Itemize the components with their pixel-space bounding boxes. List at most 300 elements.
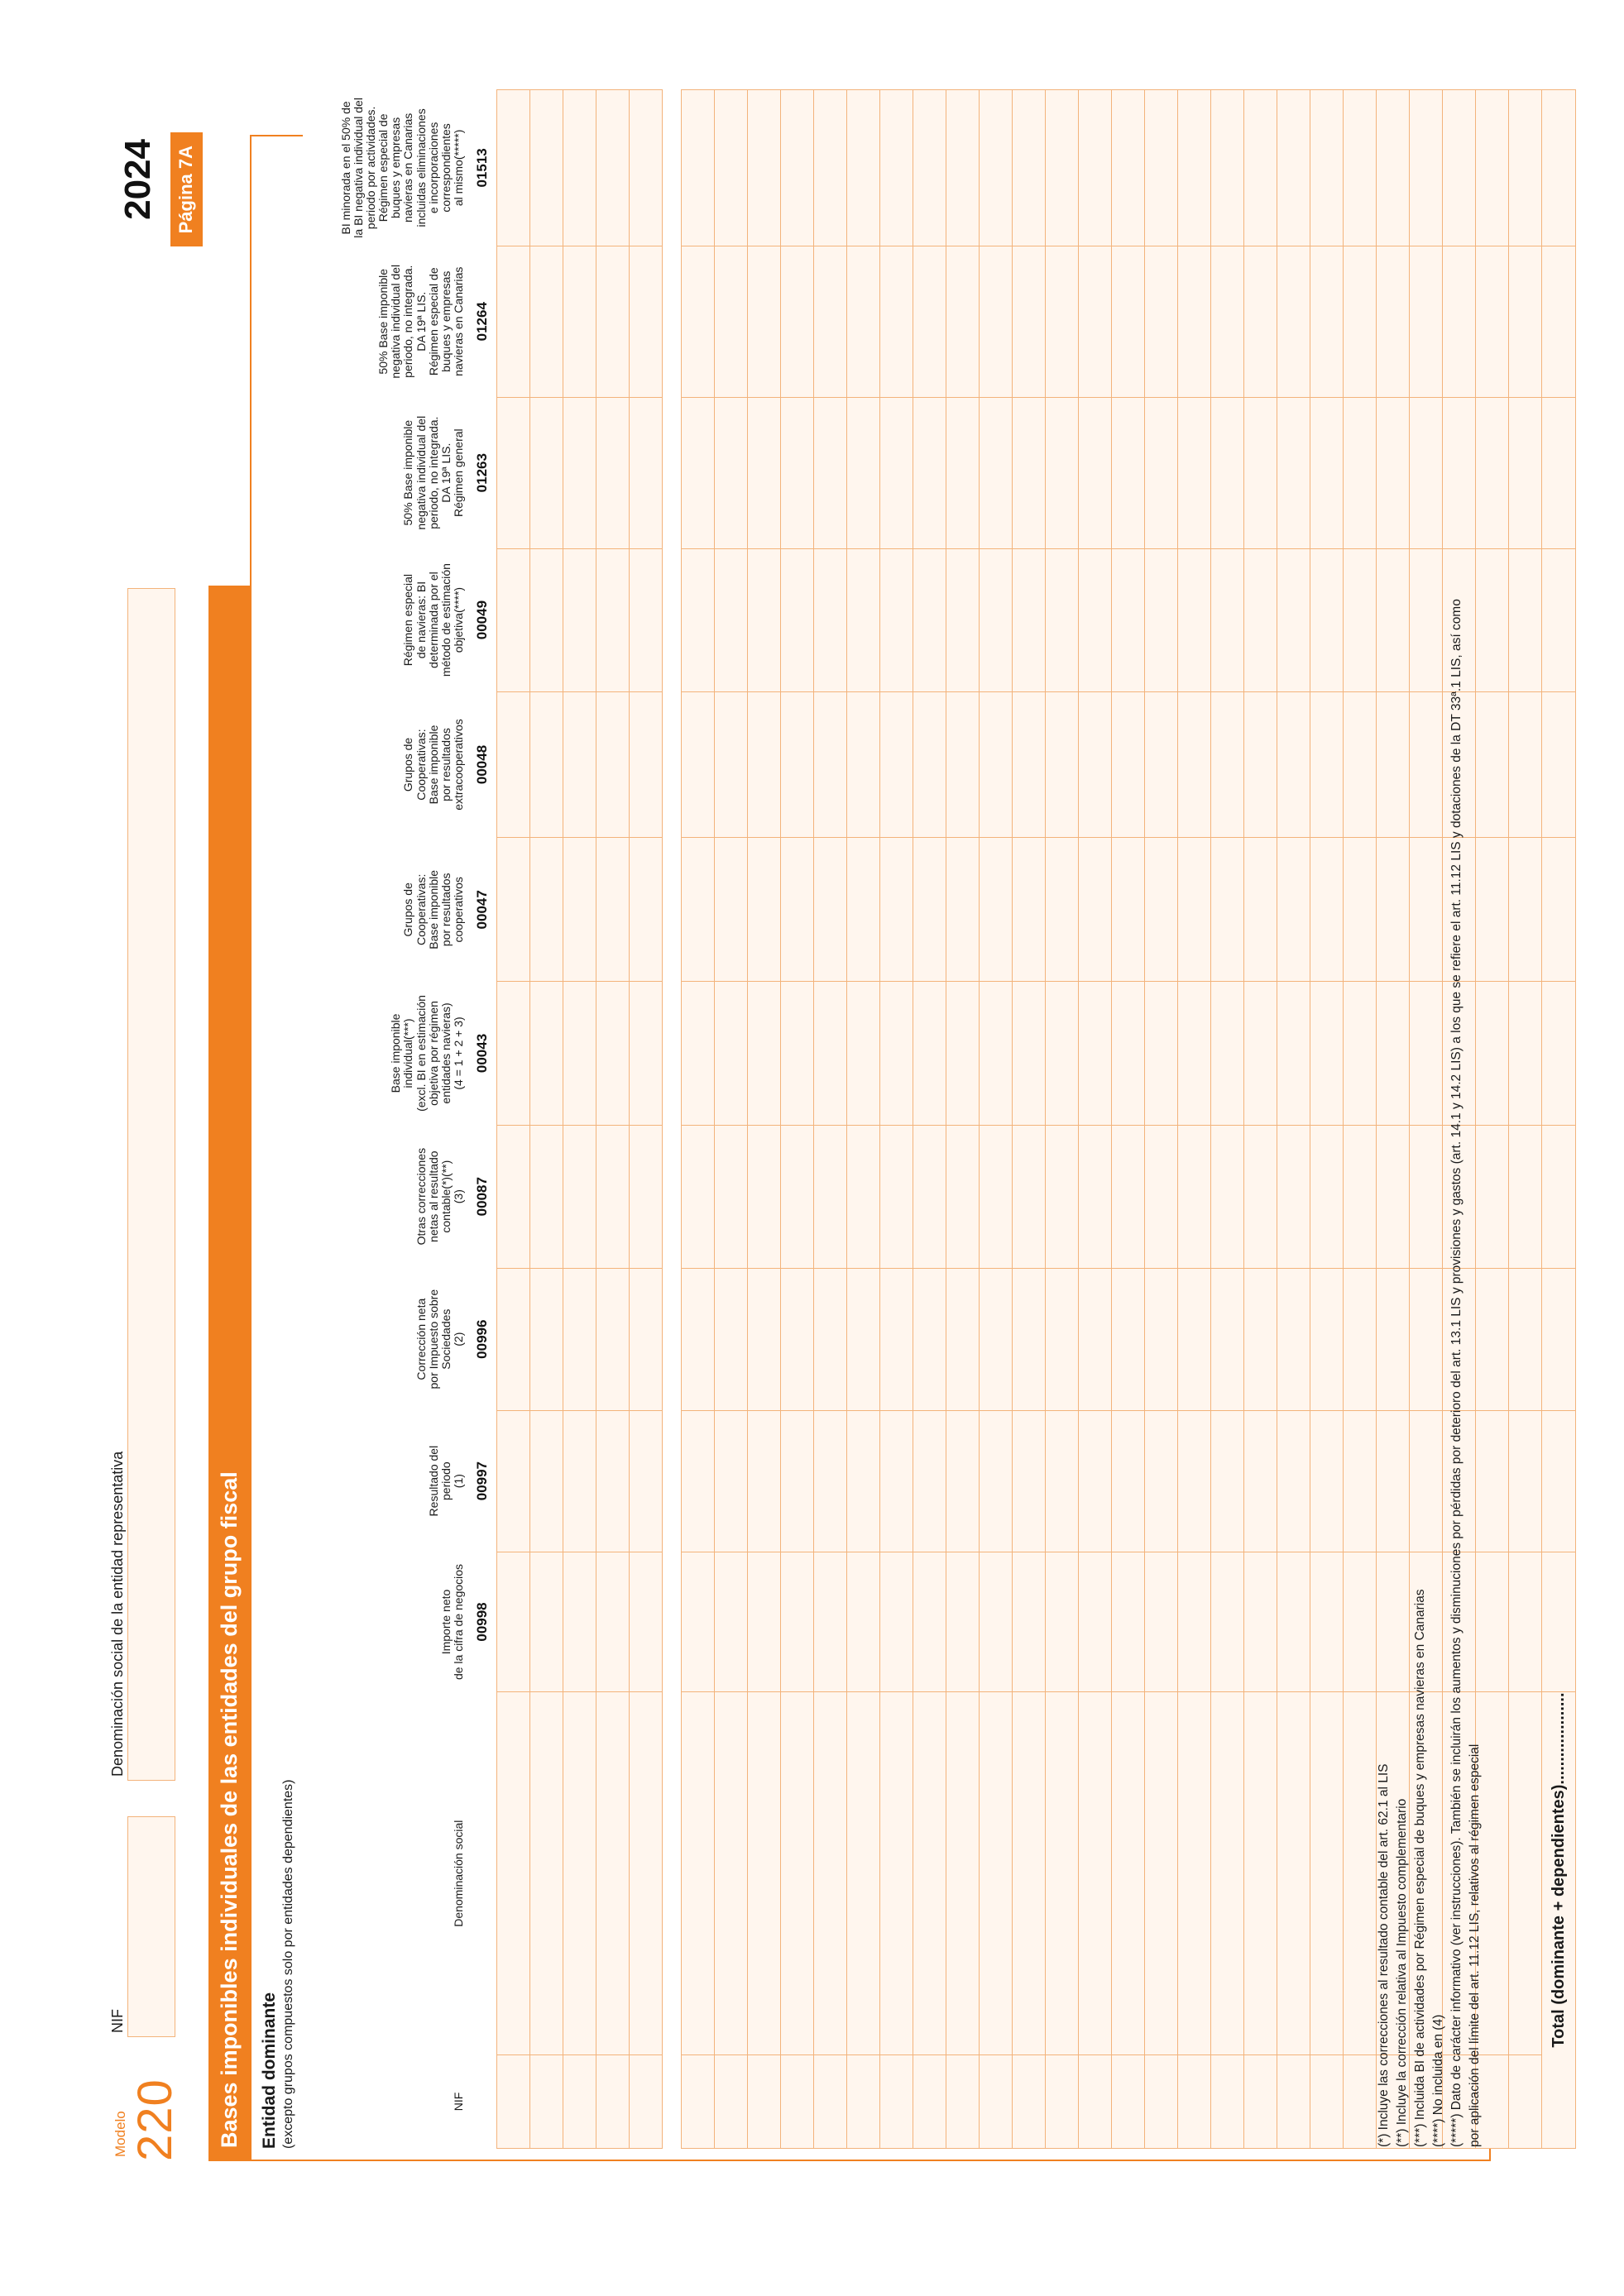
cell-nif[interactable]: [563, 2054, 596, 2148]
cell-bi_minorada[interactable]: [496, 90, 529, 246]
cell-bi_neg_canarias[interactable]: [913, 246, 946, 397]
cell-bi_neg_canarias[interactable]: [979, 246, 1012, 397]
cell-importe_neto[interactable]: [714, 1552, 747, 1692]
cell-base_individual[interactable]: [1210, 982, 1243, 1126]
cell-importe_neto[interactable]: [846, 1552, 879, 1692]
cell-coop_cooperativos[interactable]: [1045, 838, 1078, 982]
cell-resultado[interactable]: [529, 1410, 563, 1552]
cell-otras_correcciones[interactable]: [1210, 1125, 1243, 1268]
cell-correccion[interactable]: [813, 1268, 846, 1410]
cell-base_individual[interactable]: [747, 982, 780, 1126]
cell-nif[interactable]: [747, 2054, 780, 2148]
cell-importe_neto[interactable]: [1177, 1552, 1210, 1692]
cell-resultado[interactable]: [496, 1410, 529, 1552]
cell-bi_neg_general[interactable]: [1144, 397, 1177, 548]
cell-bi_neg_canarias[interactable]: [813, 246, 846, 397]
cell-bi_minorada[interactable]: [596, 90, 629, 246]
cell-resultado[interactable]: [1045, 1410, 1078, 1552]
cell-denominacion[interactable]: [1144, 1692, 1177, 2054]
cell-coop_extracooperativos[interactable]: [946, 691, 979, 838]
total-cell-bi_neg_canarias[interactable]: [1541, 246, 1575, 397]
cell-bi_neg_canarias[interactable]: [946, 246, 979, 397]
cell-regimen_navieras[interactable]: [496, 548, 529, 691]
cell-bi_neg_canarias[interactable]: [780, 246, 813, 397]
cell-coop_extracooperativos[interactable]: [913, 691, 946, 838]
cell-bi_neg_canarias[interactable]: [1111, 246, 1144, 397]
cell-nif[interactable]: [1210, 2054, 1243, 2148]
cell-regimen_navieras[interactable]: [1277, 548, 1310, 691]
cell-nif[interactable]: [681, 2054, 714, 2148]
cell-coop_extracooperativos[interactable]: [629, 691, 662, 838]
cell-bi_neg_general[interactable]: [1078, 397, 1111, 548]
cell-regimen_navieras[interactable]: [629, 548, 662, 691]
total-cell-importe_neto[interactable]: [1541, 1552, 1575, 1692]
cell-nif[interactable]: [1243, 2054, 1277, 2148]
cell-bi_minorada[interactable]: [780, 90, 813, 246]
cell-base_individual[interactable]: [1177, 982, 1210, 1126]
cell-bi_neg_canarias[interactable]: [1343, 246, 1376, 397]
cell-denominacion[interactable]: [529, 1692, 563, 2054]
cell-bi_minorada[interactable]: [1343, 90, 1376, 246]
cell-coop_extracooperativos[interactable]: [813, 691, 846, 838]
cell-coop_cooperativos[interactable]: [747, 838, 780, 982]
cell-correccion[interactable]: [496, 1268, 529, 1410]
cell-bi_neg_general[interactable]: [1111, 397, 1144, 548]
cell-bi_neg_canarias[interactable]: [1177, 246, 1210, 397]
cell-bi_neg_canarias[interactable]: [879, 246, 913, 397]
cell-bi_minorada[interactable]: [1111, 90, 1144, 246]
cell-otras_correcciones[interactable]: [1078, 1125, 1111, 1268]
cell-importe_neto[interactable]: [1508, 1552, 1541, 1692]
cell-base_individual[interactable]: [1144, 982, 1177, 1126]
cell-bi_neg_canarias[interactable]: [1210, 246, 1243, 397]
cell-coop_cooperativos[interactable]: [1144, 838, 1177, 982]
cell-bi_minorada[interactable]: [1277, 90, 1310, 246]
cell-base_individual[interactable]: [813, 982, 846, 1126]
cell-regimen_navieras[interactable]: [1243, 548, 1277, 691]
cell-coop_extracooperativos[interactable]: [1243, 691, 1277, 838]
cell-denominacion[interactable]: [813, 1692, 846, 2054]
cell-coop_extracooperativos[interactable]: [1045, 691, 1078, 838]
cell-bi_neg_general[interactable]: [714, 397, 747, 548]
cell-otras_correcciones[interactable]: [563, 1125, 596, 1268]
cell-nif[interactable]: [879, 2054, 913, 2148]
cell-coop_cooperativos[interactable]: [714, 838, 747, 982]
cell-nif[interactable]: [946, 2054, 979, 2148]
cell-base_individual[interactable]: [1277, 982, 1310, 1126]
cell-otras_correcciones[interactable]: [1310, 1125, 1343, 1268]
cell-base_individual[interactable]: [1310, 982, 1343, 1126]
cell-base_individual[interactable]: [1111, 982, 1144, 1126]
cell-nif[interactable]: [1343, 2054, 1376, 2148]
cell-correccion[interactable]: [1012, 1268, 1045, 1410]
denominacion-input[interactable]: [127, 588, 175, 1781]
cell-base_individual[interactable]: [979, 982, 1012, 1126]
cell-importe_neto[interactable]: [1243, 1552, 1277, 1692]
cell-importe_neto[interactable]: [1144, 1552, 1177, 1692]
cell-resultado[interactable]: [629, 1410, 662, 1552]
cell-correccion[interactable]: [946, 1268, 979, 1410]
cell-coop_extracooperativos[interactable]: [596, 691, 629, 838]
cell-correccion[interactable]: [1210, 1268, 1243, 1410]
cell-otras_correcciones[interactable]: [879, 1125, 913, 1268]
total-cell-otras_correcciones[interactable]: [1541, 1125, 1575, 1268]
cell-resultado[interactable]: [747, 1410, 780, 1552]
cell-importe_neto[interactable]: [879, 1552, 913, 1692]
cell-denominacion[interactable]: [1210, 1692, 1243, 2054]
cell-base_individual[interactable]: [1243, 982, 1277, 1126]
cell-denominacion[interactable]: [846, 1692, 879, 2054]
cell-otras_correcciones[interactable]: [496, 1125, 529, 1268]
cell-resultado[interactable]: [1243, 1410, 1277, 1552]
cell-importe_neto[interactable]: [747, 1552, 780, 1692]
cell-otras_correcciones[interactable]: [1144, 1125, 1177, 1268]
cell-importe_neto[interactable]: [1277, 1552, 1310, 1692]
cell-bi_minorada[interactable]: [1012, 90, 1045, 246]
cell-regimen_navieras[interactable]: [879, 548, 913, 691]
cell-coop_cooperativos[interactable]: [846, 838, 879, 982]
cell-bi_neg_general[interactable]: [629, 397, 662, 548]
cell-resultado[interactable]: [1343, 1410, 1376, 1552]
cell-nif[interactable]: [913, 2054, 946, 2148]
cell-bi_neg_general[interactable]: [846, 397, 879, 548]
cell-correccion[interactable]: [747, 1268, 780, 1410]
cell-correccion[interactable]: [1177, 1268, 1210, 1410]
cell-importe_neto[interactable]: [1078, 1552, 1111, 1692]
cell-bi_neg_general[interactable]: [1343, 397, 1376, 548]
cell-nif[interactable]: [714, 2054, 747, 2148]
cell-coop_extracooperativos[interactable]: [1310, 691, 1343, 838]
cell-nif[interactable]: [1144, 2054, 1177, 2148]
cell-resultado[interactable]: [946, 1410, 979, 1552]
cell-coop_cooperativos[interactable]: [681, 838, 714, 982]
cell-regimen_navieras[interactable]: [913, 548, 946, 691]
cell-otras_correcciones[interactable]: [1508, 1125, 1541, 1268]
cell-nif[interactable]: [596, 2054, 629, 2148]
cell-resultado[interactable]: [1012, 1410, 1045, 1552]
cell-nif[interactable]: [1111, 2054, 1144, 2148]
cell-coop_cooperativos[interactable]: [1111, 838, 1144, 982]
cell-bi_neg_general[interactable]: [563, 397, 596, 548]
cell-denominacion[interactable]: [747, 1692, 780, 2054]
cell-otras_correcciones[interactable]: [1045, 1125, 1078, 1268]
cell-importe_neto[interactable]: [529, 1552, 563, 1692]
cell-regimen_navieras[interactable]: [979, 548, 1012, 691]
cell-bi_neg_canarias[interactable]: [563, 246, 596, 397]
cell-importe_neto[interactable]: [1012, 1552, 1045, 1692]
cell-coop_extracooperativos[interactable]: [1111, 691, 1144, 838]
cell-denominacion[interactable]: [596, 1692, 629, 2054]
cell-nif[interactable]: [1177, 2054, 1210, 2148]
cell-importe_neto[interactable]: [979, 1552, 1012, 1692]
cell-coop_extracooperativos[interactable]: [496, 691, 529, 838]
cell-importe_neto[interactable]: [681, 1552, 714, 1692]
cell-base_individual[interactable]: [1045, 982, 1078, 1126]
cell-coop_extracooperativos[interactable]: [1210, 691, 1243, 838]
cell-base_individual[interactable]: [596, 982, 629, 1126]
cell-bi_neg_canarias[interactable]: [1144, 246, 1177, 397]
cell-bi_neg_canarias[interactable]: [1243, 246, 1277, 397]
cell-regimen_navieras[interactable]: [529, 548, 563, 691]
cell-bi_minorada[interactable]: [813, 90, 846, 246]
cell-correccion[interactable]: [879, 1268, 913, 1410]
cell-otras_correcciones[interactable]: [979, 1125, 1012, 1268]
cell-nif[interactable]: [629, 2054, 662, 2148]
cell-denominacion[interactable]: [681, 1692, 714, 2054]
cell-bi_neg_canarias[interactable]: [1277, 246, 1310, 397]
cell-base_individual[interactable]: [1343, 982, 1376, 1126]
cell-base_individual[interactable]: [1012, 982, 1045, 1126]
cell-coop_cooperativos[interactable]: [563, 838, 596, 982]
cell-denominacion[interactable]: [1508, 1692, 1541, 2054]
cell-resultado[interactable]: [846, 1410, 879, 1552]
cell-nif[interactable]: [1310, 2054, 1343, 2148]
cell-coop_cooperativos[interactable]: [596, 838, 629, 982]
cell-otras_correcciones[interactable]: [1012, 1125, 1045, 1268]
cell-resultado[interactable]: [813, 1410, 846, 1552]
cell-coop_extracooperativos[interactable]: [747, 691, 780, 838]
cell-nif[interactable]: [1012, 2054, 1045, 2148]
cell-correccion[interactable]: [563, 1268, 596, 1410]
cell-regimen_navieras[interactable]: [714, 548, 747, 691]
cell-otras_correcciones[interactable]: [780, 1125, 813, 1268]
cell-bi_minorada[interactable]: [1210, 90, 1243, 246]
cell-importe_neto[interactable]: [1343, 1552, 1376, 1692]
cell-denominacion[interactable]: [629, 1692, 662, 2054]
cell-importe_neto[interactable]: [563, 1552, 596, 1692]
cell-correccion[interactable]: [1045, 1268, 1078, 1410]
cell-bi_minorada[interactable]: [681, 90, 714, 246]
cell-nif[interactable]: [846, 2054, 879, 2148]
cell-denominacion[interactable]: [946, 1692, 979, 2054]
cell-otras_correcciones[interactable]: [714, 1125, 747, 1268]
cell-bi_neg_canarias[interactable]: [1012, 246, 1045, 397]
cell-otras_correcciones[interactable]: [629, 1125, 662, 1268]
cell-bi_neg_general[interactable]: [1012, 397, 1045, 548]
cell-regimen_navieras[interactable]: [681, 548, 714, 691]
cell-coop_cooperativos[interactable]: [1243, 838, 1277, 982]
total-cell-bi_neg_general[interactable]: [1541, 397, 1575, 548]
cell-otras_correcciones[interactable]: [529, 1125, 563, 1268]
cell-regimen_navieras[interactable]: [1012, 548, 1045, 691]
total-cell-coop_cooperativos[interactable]: [1541, 838, 1575, 982]
cell-bi_neg_canarias[interactable]: [714, 246, 747, 397]
cell-bi_minorada[interactable]: [747, 90, 780, 246]
cell-coop_cooperativos[interactable]: [1310, 838, 1343, 982]
cell-otras_correcciones[interactable]: [1111, 1125, 1144, 1268]
cell-importe_neto[interactable]: [1045, 1552, 1078, 1692]
cell-base_individual[interactable]: [496, 982, 529, 1126]
cell-bi_minorada[interactable]: [1177, 90, 1210, 246]
cell-correccion[interactable]: [681, 1268, 714, 1410]
cell-resultado[interactable]: [1310, 1410, 1343, 1552]
cell-base_individual[interactable]: [780, 982, 813, 1126]
cell-bi_neg_general[interactable]: [780, 397, 813, 548]
cell-coop_cooperativos[interactable]: [946, 838, 979, 982]
cell-bi_neg_canarias[interactable]: [1508, 246, 1541, 397]
cell-nif[interactable]: [813, 2054, 846, 2148]
cell-coop_cooperativos[interactable]: [1343, 838, 1376, 982]
cell-base_individual[interactable]: [629, 982, 662, 1126]
cell-base_individual[interactable]: [846, 982, 879, 1126]
cell-regimen_navieras[interactable]: [1144, 548, 1177, 691]
cell-bi_neg_general[interactable]: [913, 397, 946, 548]
cell-otras_correcciones[interactable]: [913, 1125, 946, 1268]
cell-regimen_navieras[interactable]: [1508, 548, 1541, 691]
cell-correccion[interactable]: [1078, 1268, 1111, 1410]
cell-coop_cooperativos[interactable]: [1177, 838, 1210, 982]
cell-bi_neg_general[interactable]: [979, 397, 1012, 548]
cell-bi_neg_general[interactable]: [596, 397, 629, 548]
cell-bi_neg_general[interactable]: [496, 397, 529, 548]
cell-resultado[interactable]: [1508, 1410, 1541, 1552]
cell-bi_minorada[interactable]: [714, 90, 747, 246]
cell-regimen_navieras[interactable]: [747, 548, 780, 691]
cell-coop_extracooperativos[interactable]: [1078, 691, 1111, 838]
cell-resultado[interactable]: [1078, 1410, 1111, 1552]
cell-bi_neg_canarias[interactable]: [1310, 246, 1343, 397]
cell-correccion[interactable]: [529, 1268, 563, 1410]
cell-regimen_navieras[interactable]: [596, 548, 629, 691]
cell-regimen_navieras[interactable]: [846, 548, 879, 691]
cell-bi_minorada[interactable]: [946, 90, 979, 246]
cell-nif[interactable]: [979, 2054, 1012, 2148]
cell-correccion[interactable]: [1243, 1268, 1277, 1410]
cell-denominacion[interactable]: [913, 1692, 946, 2054]
cell-correccion[interactable]: [1144, 1268, 1177, 1410]
cell-bi_minorada[interactable]: [913, 90, 946, 246]
cell-otras_correcciones[interactable]: [813, 1125, 846, 1268]
cell-correccion[interactable]: [1277, 1268, 1310, 1410]
cell-coop_extracooperativos[interactable]: [1508, 691, 1541, 838]
cell-otras_correcciones[interactable]: [946, 1125, 979, 1268]
cell-coop_extracooperativos[interactable]: [563, 691, 596, 838]
cell-bi_minorada[interactable]: [529, 90, 563, 246]
cell-resultado[interactable]: [1111, 1410, 1144, 1552]
cell-bi_minorada[interactable]: [563, 90, 596, 246]
cell-coop_cooperativos[interactable]: [1210, 838, 1243, 982]
cell-importe_neto[interactable]: [913, 1552, 946, 1692]
cell-coop_cooperativos[interactable]: [529, 838, 563, 982]
cell-coop_cooperativos[interactable]: [979, 838, 1012, 982]
cell-coop_extracooperativos[interactable]: [681, 691, 714, 838]
cell-correccion[interactable]: [913, 1268, 946, 1410]
cell-otras_correcciones[interactable]: [1243, 1125, 1277, 1268]
cell-bi_neg_general[interactable]: [1277, 397, 1310, 548]
cell-regimen_navieras[interactable]: [1343, 548, 1376, 691]
cell-denominacion[interactable]: [1243, 1692, 1277, 2054]
cell-importe_neto[interactable]: [1310, 1552, 1343, 1692]
cell-bi_neg_general[interactable]: [813, 397, 846, 548]
cell-resultado[interactable]: [1210, 1410, 1243, 1552]
cell-coop_extracooperativos[interactable]: [979, 691, 1012, 838]
cell-regimen_navieras[interactable]: [1310, 548, 1343, 691]
cell-regimen_navieras[interactable]: [1045, 548, 1078, 691]
total-cell-coop_extracooperativos[interactable]: [1541, 691, 1575, 838]
cell-resultado[interactable]: [1277, 1410, 1310, 1552]
cell-bi_minorada[interactable]: [1508, 90, 1541, 246]
cell-bi_neg_canarias[interactable]: [1045, 246, 1078, 397]
cell-bi_neg_canarias[interactable]: [629, 246, 662, 397]
cell-coop_extracooperativos[interactable]: [1177, 691, 1210, 838]
cell-regimen_navieras[interactable]: [780, 548, 813, 691]
cell-base_individual[interactable]: [946, 982, 979, 1126]
cell-correccion[interactable]: [1111, 1268, 1144, 1410]
cell-resultado[interactable]: [714, 1410, 747, 1552]
cell-resultado[interactable]: [979, 1410, 1012, 1552]
cell-coop_extracooperativos[interactable]: [879, 691, 913, 838]
cell-bi_minorada[interactable]: [1045, 90, 1078, 246]
cell-coop_cooperativos[interactable]: [813, 838, 846, 982]
cell-denominacion[interactable]: [1310, 1692, 1343, 2054]
cell-nif[interactable]: [1045, 2054, 1078, 2148]
cell-bi_neg_general[interactable]: [1243, 397, 1277, 548]
cell-bi_minorada[interactable]: [1078, 90, 1111, 246]
cell-coop_extracooperativos[interactable]: [780, 691, 813, 838]
cell-nif[interactable]: [1078, 2054, 1111, 2148]
cell-base_individual[interactable]: [681, 982, 714, 1126]
cell-coop_cooperativos[interactable]: [496, 838, 529, 982]
cell-coop_cooperativos[interactable]: [1277, 838, 1310, 982]
cell-base_individual[interactable]: [1508, 982, 1541, 1126]
cell-otras_correcciones[interactable]: [747, 1125, 780, 1268]
cell-resultado[interactable]: [1177, 1410, 1210, 1552]
cell-nif[interactable]: [496, 2054, 529, 2148]
cell-importe_neto[interactable]: [946, 1552, 979, 1692]
cell-bi_neg_general[interactable]: [529, 397, 563, 548]
cell-denominacion[interactable]: [714, 1692, 747, 2054]
cell-otras_correcciones[interactable]: [596, 1125, 629, 1268]
cell-correccion[interactable]: [714, 1268, 747, 1410]
total-cell-resultado[interactable]: [1541, 1410, 1575, 1552]
cell-denominacion[interactable]: [563, 1692, 596, 2054]
cell-nif[interactable]: [1508, 2054, 1541, 2148]
cell-bi_neg_general[interactable]: [681, 397, 714, 548]
cell-bi_neg_canarias[interactable]: [529, 246, 563, 397]
cell-otras_correcciones[interactable]: [1277, 1125, 1310, 1268]
cell-bi_neg_canarias[interactable]: [747, 246, 780, 397]
cell-coop_extracooperativos[interactable]: [846, 691, 879, 838]
cell-denominacion[interactable]: [979, 1692, 1012, 2054]
nif-input[interactable]: [127, 1816, 175, 2037]
cell-bi_neg_canarias[interactable]: [1078, 246, 1111, 397]
cell-bi_neg_general[interactable]: [1508, 397, 1541, 548]
cell-importe_neto[interactable]: [780, 1552, 813, 1692]
cell-base_individual[interactable]: [913, 982, 946, 1126]
cell-otras_correcciones[interactable]: [681, 1125, 714, 1268]
cell-resultado[interactable]: [913, 1410, 946, 1552]
cell-base_individual[interactable]: [563, 982, 596, 1126]
cell-correccion[interactable]: [780, 1268, 813, 1410]
cell-otras_correcciones[interactable]: [1177, 1125, 1210, 1268]
cell-denominacion[interactable]: [1045, 1692, 1078, 2054]
cell-nif[interactable]: [529, 2054, 563, 2148]
cell-importe_neto[interactable]: [1111, 1552, 1144, 1692]
cell-bi_minorada[interactable]: [979, 90, 1012, 246]
cell-importe_neto[interactable]: [496, 1552, 529, 1692]
total-cell-base_individual[interactable]: [1541, 982, 1575, 1126]
cell-correccion[interactable]: [1310, 1268, 1343, 1410]
cell-bi_minorada[interactable]: [629, 90, 662, 246]
cell-base_individual[interactable]: [879, 982, 913, 1126]
cell-importe_neto[interactable]: [629, 1552, 662, 1692]
cell-nif[interactable]: [1277, 2054, 1310, 2148]
cell-regimen_navieras[interactable]: [563, 548, 596, 691]
cell-coop_extracooperativos[interactable]: [529, 691, 563, 838]
cell-correccion[interactable]: [596, 1268, 629, 1410]
cell-denominacion[interactable]: [1343, 1692, 1376, 2054]
cell-importe_neto[interactable]: [1210, 1552, 1243, 1692]
